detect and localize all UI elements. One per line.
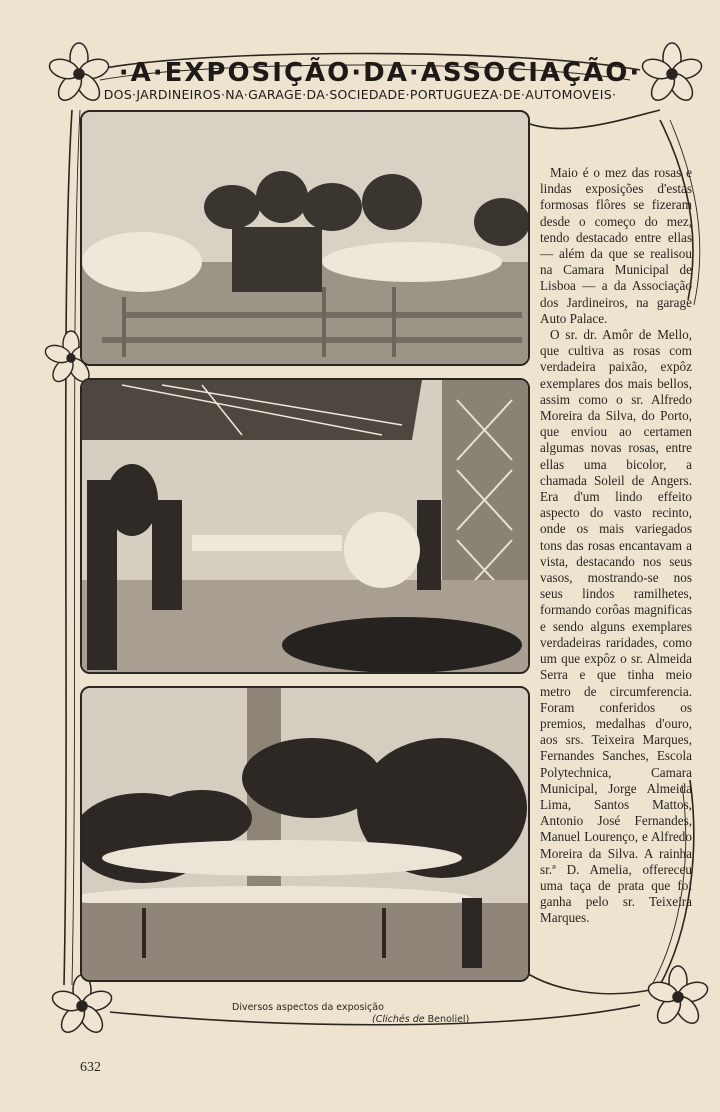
page-number: 632 [80, 1060, 101, 1075]
photo-caption [232, 1002, 472, 1026]
page-subtitle: DOS·JARDINEIROS·NA·GARAGE·DA·SOCIEDADE·PORTUGUEZA·DE·AUTOMOVEIS· [103, 87, 617, 102]
article-paragraph: Maio é o mez das rosas e lindas exposições d'estas formosas flôres se fizeram desde o começo do mez, tendo destacado entre ellas — além da que se realisou na Camara Municipal de Lisboa — a da Associação dos Jardineiros, na garage Auto Palace. [540, 165, 692, 326]
exhibition-photo-3 [80, 686, 530, 982]
flower-ornament-icon [646, 962, 710, 1032]
photo-credit: (Clichés de Benoliel) [372, 1014, 470, 1025]
exhibition-photo-1 [80, 110, 530, 366]
article-body [540, 165, 692, 927]
caption-text: Diversos aspectos da exposição [232, 1002, 384, 1013]
article-paragraph: O sr. dr. Amôr de Mello, que cultiva as rosas com verdadeira paixão, expôz exemplares dos mais bellos, assim como o sr. Alfredo Moreira da Silva, do Porto, que enviou ao certamen algumas novas rosas, entre ellas uma bicolor, a chamada Soleil de Angers. Era d'um lindo effeito aspecto do vasto recinto, onde os mais variegados tons das rosas encantavam a vista, destacando nos seus vasos, mostrando-se nos seus lindos ramilhetes, formando corôas magnificas e sendo alguns exemplares verdadeiras raridades, como um que expôz o sr. Almeida Serra e que tinha meio metro de circumferencia. Foram conferidos os premios, medalhas d'ouro, aos srs. Teixeira Marques, Fernandes Sanches, Escola Polytechnica, Camara Municipal, Jorge Almeida Lima, Santos Mattos, Antonio José Fernandes, Manuel Lourenço, e Alfredo Moreira da Silva. A rainha sr.ª D. Amelia, offereceu uma taça de prata que foi ganha pelo sr. Teixeira Marques. [540, 327, 692, 926]
flower-ornament-icon [50, 972, 116, 1040]
exhibition-photo-2 [80, 378, 530, 674]
page-title: ·A·EXPOSIÇÃO·DA·ASSOCIAÇÃO· [118, 58, 642, 88]
